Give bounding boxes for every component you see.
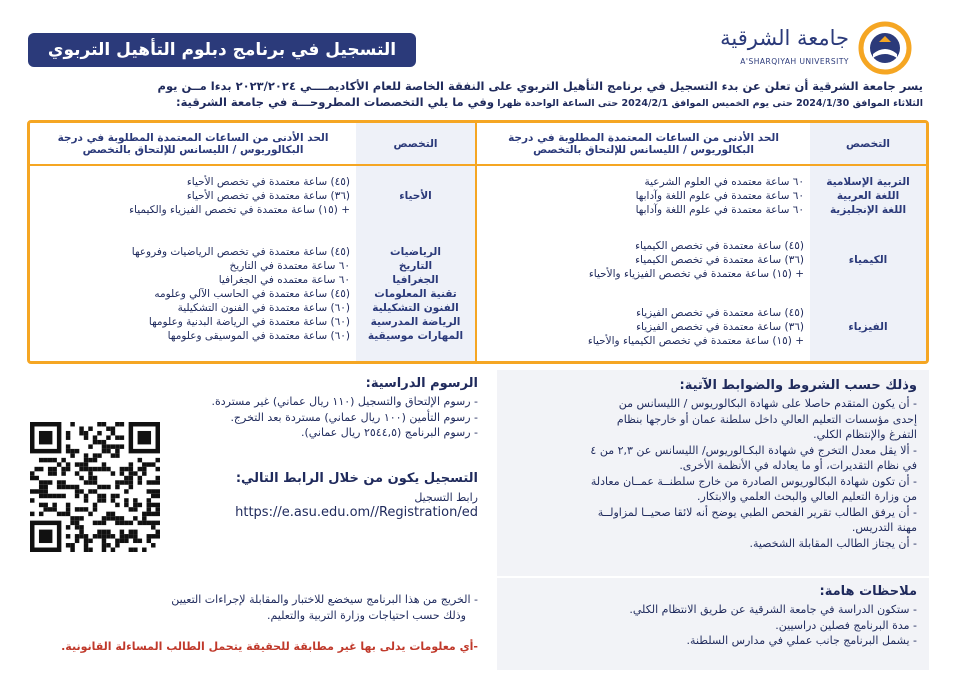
fee-line: - رسوم الإلتحاق والتسجيل (١١٠ ريال عماني) غير مستردة.	[211, 395, 478, 408]
spec-cell	[356, 227, 476, 361]
table-row	[30, 165, 926, 227]
req-line: (٦٠) ساعة معتمدة في الموسيقى وعلومها	[167, 329, 350, 342]
condition-line: - أن يجتاز الطالب المقابلة الشخصية.	[749, 536, 917, 550]
req-line: (٤٥) ساعة معتمدة في الحاسب الآلي وعلومه	[154, 287, 350, 300]
req-line: (٤٥) ساعة معتمدة في تخصص الكيمياء	[635, 240, 804, 253]
spec-name: الفيزياء	[848, 321, 888, 334]
header-spec-left: التخصص	[356, 123, 476, 165]
fees-section	[158, 376, 478, 520]
req-line: ٦٠ ساعة معتمدة في علوم اللغة وآدابها	[635, 204, 804, 217]
registration-title: التسجيل يكون من خلال الرابط التالي:	[235, 470, 478, 486]
graduate-note-2: وذلك حسب احتياجات وزارة التربية والتعليم.	[266, 608, 466, 622]
spec-name: الجغرافيا	[392, 273, 439, 286]
intro-text-d: وفي ما يلي التخصصات المطروحـــة في جامعة الشرقية:	[175, 95, 494, 109]
conditions-list	[509, 396, 917, 551]
intro-text-a: الثلاثاء الموافق	[852, 98, 923, 109]
condition-line: - أن يكون المتقدم حاصلا على شهادة البكالوريوس / الليسانس من	[618, 397, 917, 410]
req-line: ٦٠ ساعة معتمدة في علوم اللغة وآدابها	[635, 190, 804, 203]
university-logo	[703, 20, 913, 70]
spec-cell	[810, 227, 926, 294]
fees-list	[158, 394, 478, 441]
condition-line: التفرغ والإنتظام الكلي.	[813, 428, 917, 441]
req-line: (٦٠) ساعة معتمدة في الرياضة البدنية وعلومها	[148, 315, 350, 328]
table-header-row	[30, 123, 926, 165]
bottom-notes	[24, 578, 490, 670]
intro-line-1: يسر جامعة الشرقية أن تعلن عن بدء التسجيل في برنامج التأهيل التربوي على النفقة الخاصة للعام الأكاديمــــي ٢٠٢٣/٢٠٢٤ بدءا مــن يوم	[157, 79, 923, 93]
req-cell	[30, 165, 356, 227]
registration-link[interactable]: https://e.asu.edu.om//Registration/ed	[235, 505, 478, 520]
notes-title: ملاحظات هامة:	[819, 584, 917, 599]
logo-arabic-name: جامعة الشرقية	[720, 26, 849, 50]
intro-date-start: 2024/1/30	[796, 98, 850, 109]
req-line: (٦٠) ساعة معتمدة في الفنون التشكيلية	[177, 301, 350, 314]
intro-line-2	[28, 94, 923, 112]
fees-title: الرسوم الدراسية:	[365, 376, 478, 391]
spec-name: الرياضيات	[390, 245, 441, 258]
req-line: ٦٠ ساعة معتمده في الجغرافيا	[218, 273, 350, 286]
note-line: - يشمل البرنامج جانب عملي في مدارس السلطنة.	[686, 634, 917, 647]
condition-line: إحدى مؤسسات التعليم العالي داخل سلطنة عمان أو خارجها بنظام	[616, 412, 917, 426]
header-req-left: الحد الأدنى من الساعات المعتمدة المطلوبة في درجة البكالوريوس / الليسانس للإلتحاق بالتخصص	[30, 123, 356, 165]
legal-warning: -أي معلومات يدلى بها غير مطابقة للحقيقة يتحمل الطالب المساءلة القانونية.	[61, 640, 478, 653]
req-cell	[476, 294, 810, 361]
condition-line: في نظام التقديرات، أو ما يعادله في الأنظمة الأخرى.	[679, 459, 917, 472]
spec-cell	[356, 165, 476, 227]
req-line: ٦٠ ساعة معتمدة في التاريخ	[229, 259, 350, 272]
fee-line: - رسوم البرنامج (٢٥٤٤,٥ ريال عماني).	[300, 426, 478, 439]
req-line: + (١٥) ساعة معتمدة في تخصص الكيمياء والأحياء	[587, 335, 804, 348]
intro-text-c: حتى الساعة الواحدة ظهرا	[497, 98, 619, 109]
req-line: (٣٦) ساعة معتمدة في تخصص الكيمياء	[635, 254, 804, 267]
conditions-box	[497, 370, 929, 576]
condition-line: - ألا يقل معدل التخرج في شهادة البكـالوريوس/ الليسانس عن ٢,٣ من ٤	[590, 443, 917, 457]
spec-name: التربية الإسلامية	[826, 176, 910, 189]
spec-name: اللغة الإنجليزية	[829, 204, 907, 217]
spec-name: اللغة العربية	[836, 190, 900, 203]
intro-text-b: حتى يوم الخميس الموافق	[671, 98, 793, 109]
notes-list	[509, 602, 917, 649]
spec-name: التاريخ	[398, 259, 433, 272]
header-spec-right: التخصص	[810, 123, 926, 165]
fees-box	[24, 370, 490, 576]
req-line: + (١٥) ساعة معتمدة في تخصص الفيزياء والكيمياء	[129, 204, 350, 217]
logo-english-name: A'SHARQIYAH UNIVERSITY	[740, 57, 849, 66]
condition-line: مهنة التدريس.	[851, 521, 917, 534]
lower-section	[24, 370, 929, 670]
spec-name: الرياضة المدرسية	[370, 315, 461, 328]
registration-label: رابط التسجيل	[414, 490, 478, 504]
spec-name: الفنون التشكيلية	[372, 301, 459, 314]
spec-name: الأحياء	[399, 190, 432, 203]
qr-code-icon[interactable]	[30, 422, 160, 552]
graduate-note-1: - الخريج من هذا البرنامج سيخضع للاختبار والمقابلة لإجراءات التعيين	[171, 593, 478, 606]
req-line: (٣٦) ساعة معتمدة في تخصص الفيزياء	[636, 321, 804, 334]
condition-line: من وزارة التعليم العالي والبحث العلمي والابتكار.	[697, 490, 917, 503]
spec-name: المهارات موسيقية	[367, 329, 464, 342]
req-cell	[476, 165, 810, 227]
condition-line: - أن تكون شهادة البكالوريوس الصادرة من خارج سلطنــة عمــان معادلة	[590, 474, 917, 488]
spec-name: تقنية المعلومات	[374, 287, 457, 300]
condition-line: - أن يرفق الطالب تقرير الفحص الطبي يوضح أنه لائقا صحيــا لمزاولــة	[597, 505, 917, 519]
intro-date-end: 2024/2/1	[621, 98, 669, 109]
intro-paragraph	[28, 78, 923, 112]
req-cell	[30, 227, 356, 361]
req-cell	[476, 227, 810, 294]
fee-line: - رسوم التأمين (١٠٠ ريال عماني) مستردة بعد التخرج.	[230, 410, 478, 424]
specializations-table	[27, 120, 929, 364]
req-line: (٤٥) ساعة معتمدة في تخصص الأحياء	[186, 176, 350, 189]
page-title: التسجيل في برنامج دبلوم التأهيل التربوي	[28, 33, 416, 67]
spec-cell	[810, 294, 926, 361]
spec-name: الكيمياء	[848, 254, 888, 267]
notes-box	[497, 578, 929, 670]
note-line: - مدة البرنامج فصلين دراسيين.	[775, 618, 917, 632]
note-line: - ستكون الدراسة في جامعة الشرقية عن طريق الانتظام الكلي.	[629, 603, 917, 616]
header-req-right: الحد الأدنى من الساعات المعتمدة المطلوبة في درجة البكالوريوس / الليسانس للإلتحاق بالتخصص	[476, 123, 810, 165]
table-row	[30, 227, 926, 294]
req-line: ٦٠ ساعة معتمده في العلوم الشرعية	[644, 176, 804, 189]
conditions-title: وذلك حسب الشروط والضوابط الآتية:	[679, 378, 917, 393]
university-logo-icon	[857, 20, 913, 76]
spec-cell	[810, 165, 926, 227]
req-line: (٤٥) ساعة معتمدة في تخصص الفيزياء	[636, 307, 804, 320]
req-line: (٤٥) ساعة معتمدة في تخصص الرياضيات وفروعها	[131, 245, 350, 258]
req-line: (٣٦) ساعة معتمدة في تخصص الأحياء	[186, 190, 350, 203]
req-line: + (١٥) ساعة معتمدة في تخصص الفيزياء والأحياء	[588, 268, 804, 281]
